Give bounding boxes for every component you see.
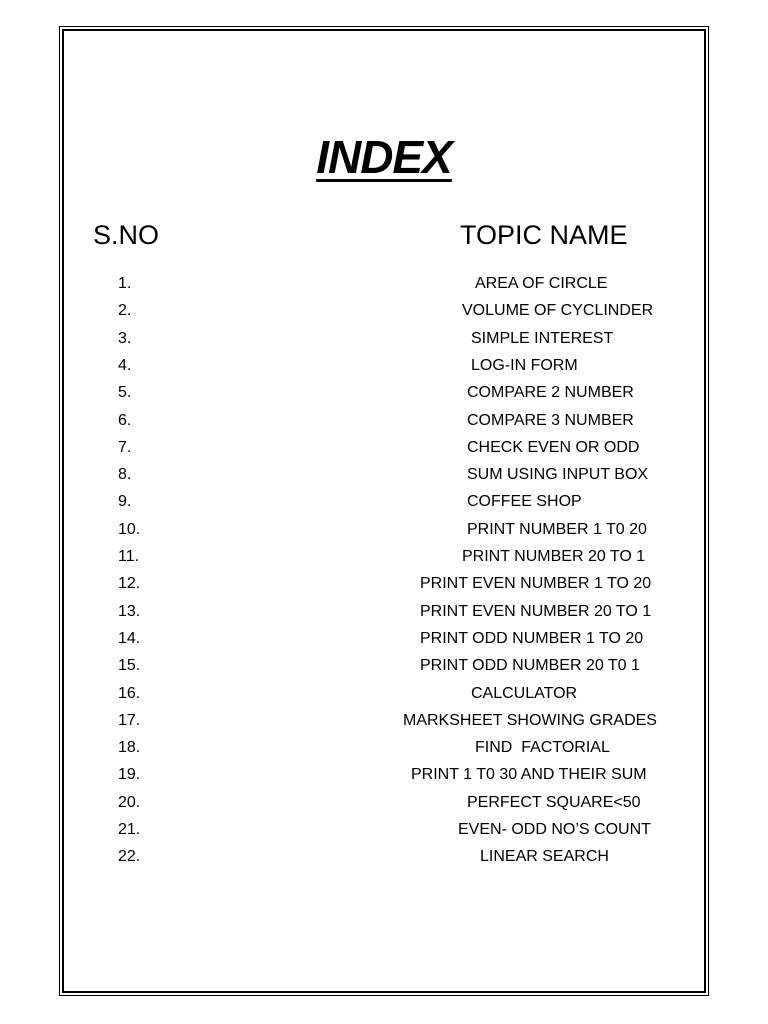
row-topic: PRINT NUMBER 20 TO 1 bbox=[462, 548, 646, 565]
index-row bbox=[0, 519, 768, 541]
row-number: 5. bbox=[118, 384, 132, 402]
row-number: 4. bbox=[118, 356, 132, 374]
row-number: 3. bbox=[118, 329, 132, 347]
index-title-text: INDEX bbox=[316, 131, 452, 183]
index-title bbox=[0, 130, 768, 184]
row-topic: CALCULATOR bbox=[471, 684, 578, 702]
topic-column-header: TOPIC NAME bbox=[460, 220, 628, 250]
row-number: 20. bbox=[118, 793, 141, 811]
index-row bbox=[0, 437, 768, 459]
index-row bbox=[0, 382, 768, 404]
row-number: 18. bbox=[118, 739, 141, 757]
row-topic: EVEN- ODD NO’S COUNT bbox=[458, 821, 651, 838]
index-row bbox=[0, 655, 768, 677]
index-row bbox=[0, 410, 768, 432]
row-number: 22. bbox=[118, 848, 141, 866]
row-topic: PRINT EVEN NUMBER 1 TO 20 bbox=[420, 575, 652, 593]
row-number: 19. bbox=[118, 766, 141, 784]
row-topic: PERFECT SQUARE<50 bbox=[467, 793, 641, 811]
row-number: 8. bbox=[118, 466, 132, 484]
row-number: 21. bbox=[118, 821, 141, 838]
row-topic: COMPARE 3 NUMBER bbox=[467, 411, 634, 429]
index-row bbox=[0, 737, 768, 759]
index-row bbox=[0, 683, 768, 705]
index-row bbox=[0, 328, 768, 350]
index-row bbox=[0, 628, 768, 650]
row-topic: AREA OF CIRCLE bbox=[475, 275, 608, 292]
row-number: 2. bbox=[118, 302, 132, 320]
row-topic: CHECK EVEN OR ODD bbox=[467, 438, 640, 456]
row-topic: VOLUME OF CYCLINDER bbox=[462, 302, 654, 320]
row-number: 12. bbox=[118, 575, 141, 593]
index-row bbox=[0, 491, 768, 513]
row-number: 14. bbox=[118, 629, 141, 647]
row-topic: SUM USING INPUT BOX bbox=[467, 466, 649, 484]
row-topic: PRINT ODD NUMBER 1 TO 20 bbox=[420, 629, 644, 647]
index-row bbox=[0, 601, 768, 623]
row-number: 1. bbox=[118, 275, 132, 292]
row-number: 13. bbox=[118, 602, 141, 620]
row-number: 17. bbox=[118, 711, 141, 729]
index-row bbox=[0, 792, 768, 814]
index-row bbox=[0, 273, 768, 295]
index-row bbox=[0, 846, 768, 868]
row-number: 7. bbox=[118, 438, 132, 456]
row-topic: PRINT EVEN NUMBER 20 TO 1 bbox=[420, 602, 652, 620]
row-topic: PRINT 1 T0 30 AND THEIR SUM bbox=[411, 766, 647, 784]
index-row bbox=[0, 819, 768, 841]
row-number: 15. bbox=[118, 657, 141, 675]
row-topic: MARKSHEET SHOWING GRADES bbox=[403, 711, 657, 729]
sno-column-header: S.NO bbox=[93, 220, 160, 250]
row-topic: PRINT NUMBER 1 T0 20 bbox=[467, 520, 647, 538]
row-number: 6. bbox=[118, 411, 132, 429]
index-row bbox=[0, 710, 768, 732]
row-topic: COMPARE 2 NUMBER bbox=[467, 384, 634, 402]
index-row bbox=[0, 546, 768, 568]
index-row bbox=[0, 573, 768, 595]
row-topic: LINEAR SEARCH bbox=[480, 848, 609, 866]
row-number: 10. bbox=[118, 520, 141, 538]
row-number: 9. bbox=[118, 493, 132, 511]
index-row bbox=[0, 300, 768, 322]
row-topic: PRINT ODD NUMBER 20 T0 1 bbox=[420, 657, 640, 675]
index-row bbox=[0, 464, 768, 486]
row-topic: COFFEE SHOP bbox=[467, 493, 582, 511]
index-row bbox=[0, 355, 768, 377]
index-row bbox=[0, 764, 768, 786]
row-topic: LOG-IN FORM bbox=[471, 356, 578, 374]
row-number: 16. bbox=[118, 684, 141, 702]
row-number: 11. bbox=[118, 548, 140, 565]
row-topic: SIMPLE INTEREST bbox=[471, 329, 614, 347]
row-topic: FIND FACTORIAL bbox=[475, 739, 610, 757]
